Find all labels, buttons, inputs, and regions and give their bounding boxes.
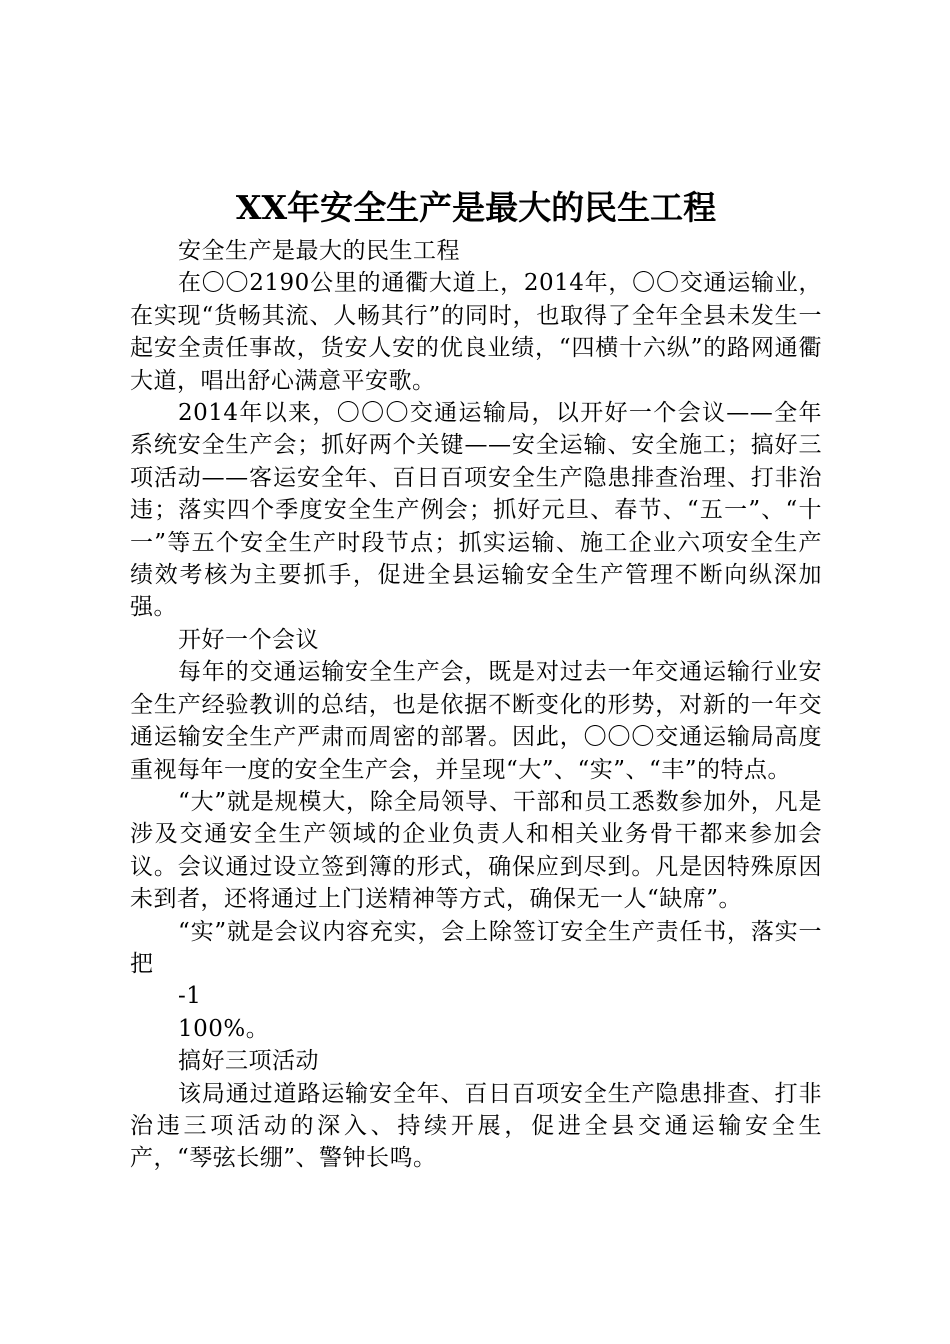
paragraph-meeting: 每年的交通运输安全生产会，既是对过去一年交通运输行业安全生产经验教训的总结，也是依据不断变化的形势，对新的一年交通运输安全生产严肃而周密的部署。因此，〇〇〇交通运输局高度重视每年一度的安全生产会，并呈现“大”、“实”、“丰”的特点。 xyxy=(130,659,822,783)
paragraph-intro: 在〇〇2190公里的通衢大道上，2014年，〇〇交通运输业，在实现“货畅其流、人畅其行”的同时，也取得了全年全县未发生一起安全责任事故，货安人安的优良业绩，“四横十六纵”的路网通衢大道，唱出舒心满意平安歌。 xyxy=(130,270,822,394)
paragraph-fragment: 100%。 xyxy=(178,1015,270,1042)
document-page xyxy=(130,183,822,1175)
section-heading-activities: 搞好三项活动 xyxy=(178,1048,319,1075)
paragraph-subtitle: 安全生产是最大的民生工程 xyxy=(178,238,460,264)
document-title: XX年安全生产是最大的民生工程 xyxy=(235,188,717,227)
paragraph-da: “大”就是规模大，除全局领导、干部和员工悉数参加外，凡是涉及交通安全生产领域的企业负责人和相关业务骨干都来参加会议。会议通过设立签到簿的形式，确保应到尽到。凡是因特殊原因未到者，还将通过上门送精神等方式，确保无一人“缺席”。 xyxy=(130,788,822,913)
paragraph-shi: “实”就是会议内容充实，会上除签订安全生产责任书，落实一把 xyxy=(130,918,822,977)
page-number: -1 xyxy=(178,983,202,1010)
section-heading-meeting: 开好一个会议 xyxy=(178,626,319,653)
paragraph-activities: 该局通过道路运输安全年、百日百项安全生产隐患排查、打非治违三项活动的深入、持续开展，促进全县交通运输安全生产，“琴弦长绷”、警钟长鸣。 xyxy=(130,1080,822,1172)
paragraph-overview: 2014年以来，〇〇〇交通运输局，以开好一个会议——全年系统安全生产会；抓好两个关键——安全运输、安全施工；搞好三项活动——客运安全年、百日百项安全生产隐患排查治理、打非治违；落实四个季度安全生产例会；抓好元旦、春节、“五一”、“十一”等五个安全生产时段节点；抓实运输、施工企业六项安全生产绩效考核为主要抓手，促进全县运输安全生产管理不断向纵深加强。 xyxy=(130,400,822,621)
